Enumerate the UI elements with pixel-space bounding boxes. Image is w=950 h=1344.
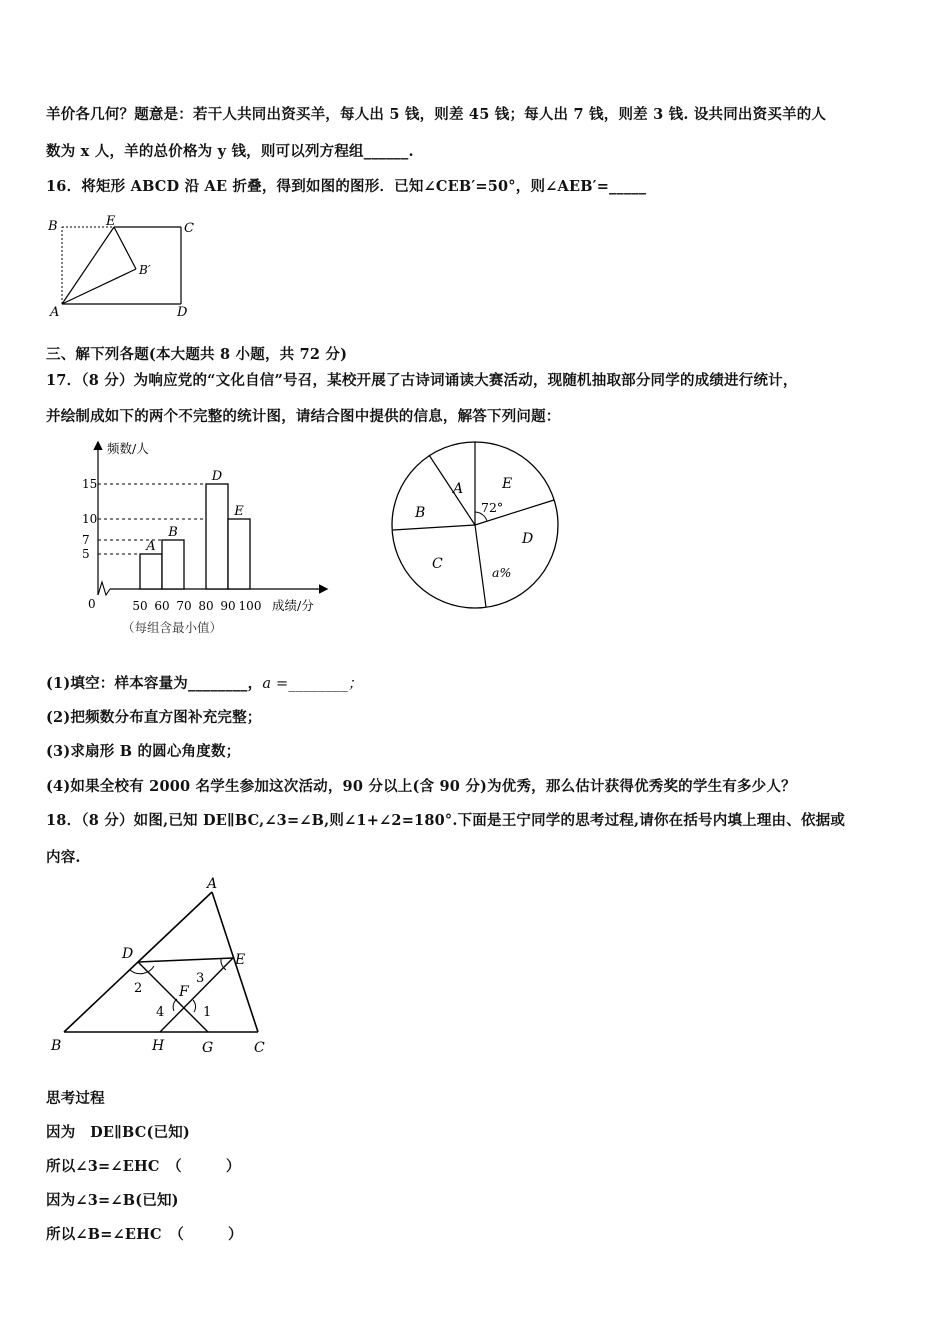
- q16-rectangle-figure: [44, 212, 214, 324]
- fig18-angle-2: 2: [134, 981, 143, 996]
- fig18-angle-4: 4: [156, 1005, 165, 1020]
- pie-angle-E: 72°: [481, 500, 504, 515]
- y-tick-10: 10: [82, 512, 98, 526]
- bar-B: [162, 540, 184, 589]
- section-3-title: 三、解下列各题(本大题共 8 小题，共 72 分): [46, 346, 348, 363]
- q17-line2: 并绘制成如下的两个不完整的统计图，请结合图中提供的信息，解答下列问题：: [46, 408, 561, 425]
- x-tick-100: 100: [238, 599, 262, 613]
- q18-line2: 内容.: [46, 849, 81, 866]
- pie-label-C: C: [432, 556, 443, 572]
- bar-label-B: B: [168, 525, 178, 540]
- pie-percent-D: a%: [492, 565, 512, 580]
- pie-label-A: A: [453, 481, 464, 497]
- bar-label-E: E: [234, 504, 244, 519]
- q15-line2: 数为 x 人，羊的总价格为 y 钱，则可以列方程组______.: [46, 143, 414, 160]
- q17-sub4: (4)如果全校有 2000 名学生参加这次活动，90 分以上(含 90 分)为优秀，那么估计获得优秀奖的学生有多少人？: [46, 778, 796, 795]
- label-B-prime: B′: [139, 263, 151, 277]
- q15-line1: 羊价各几何？题意是：若干人共同出资买羊，每人出 5 钱，则差 45 钱；每人出 7 钱，则差 3 钱. 设共同出资买羊的人: [46, 106, 827, 123]
- y-axis-label: 频数/人: [107, 441, 149, 456]
- x-tick-70: 70: [176, 599, 192, 613]
- q17-sub1: [46, 672, 363, 693]
- bar-E: [228, 519, 250, 589]
- x-axis-label: 成绩/分: [272, 598, 314, 613]
- q18-step1: 因为 DE∥BC(已知): [46, 1124, 190, 1141]
- q17-line1: 17．（8 分）为响应党的“文化自信”号召，某校开展了古诗词诵读大赛活动，现随机抽取部分同学的成绩进行统计，: [46, 372, 798, 389]
- fig18-label-E: E: [235, 952, 246, 968]
- q18-process-title: 思考过程: [46, 1090, 105, 1107]
- q18-triangle-figure: [46, 874, 276, 1060]
- pie-slice-boundary-D-C: [475, 525, 486, 607]
- y-tick-7: 7: [82, 533, 90, 547]
- histogram-note: （每组含最小值）: [122, 620, 223, 635]
- label-D: D: [177, 305, 188, 320]
- fig18-label-F: F: [179, 984, 189, 1000]
- fig18-label-H: H: [152, 1038, 165, 1054]
- fig18-label-D: D: [122, 946, 134, 962]
- x-tick-90: 90: [220, 599, 236, 613]
- bar-label-A: A: [146, 539, 156, 554]
- x-tick-60: 60: [154, 599, 170, 613]
- pie-slice-boundary-C-B: [393, 525, 475, 530]
- label-B: B: [48, 219, 58, 234]
- q18-step4: 所以∠B=∠EHC （ ）: [46, 1226, 243, 1243]
- fig18-label-B: B: [51, 1038, 62, 1054]
- fig18-label-G: G: [202, 1040, 214, 1056]
- fig18-angle-3: 3: [196, 971, 205, 986]
- q18-step3: 因为∠3=∠B(已知): [46, 1192, 179, 1209]
- q18-step2: 所以∠3=∠EHC （ ）: [46, 1158, 241, 1175]
- pie-label-E: E: [502, 476, 513, 492]
- fig18-angle-1: 1: [203, 1005, 212, 1020]
- label-A: A: [50, 305, 60, 320]
- origin-label: 0: [88, 597, 96, 611]
- bar-label-D: D: [211, 469, 223, 484]
- q17-sub2: (2)把频数分布直方图补充完整；: [46, 709, 262, 726]
- x-tick-50: 50: [132, 599, 148, 613]
- label-C: C: [184, 221, 194, 236]
- y-tick-5: 5: [82, 547, 90, 561]
- pie-label-B: B: [415, 505, 426, 521]
- bar-A: [140, 554, 162, 589]
- q17-sub3: (3)求扇形 B 的圆心角度数；: [46, 743, 241, 760]
- q17-sub1-a: a =________；: [262, 676, 363, 692]
- x-tick-80: 80: [198, 599, 214, 613]
- pie-label-D: D: [522, 531, 534, 547]
- label-E: E: [106, 214, 116, 229]
- pie-slice-boundary-A-B: [429, 455, 475, 525]
- pie-chart: [385, 435, 565, 615]
- bar-D: [206, 484, 228, 589]
- q17-sub1-text: (1)填空：样本容量为________，: [46, 675, 263, 692]
- q16-text: 16．将矩形 ABCD 沿 AE 折叠，得到如图的图形．已知∠CEB′=50°，则∠AEB′=_____: [46, 178, 647, 195]
- frequency-histogram: [80, 435, 340, 645]
- fig18-label-C: C: [254, 1040, 265, 1056]
- q18-line1: 18．（8 分）如图,已知 DE∥BC,∠3=∠B,则∠1+∠2=180°.下面是王宁同学的思考过程,请你在括号内填上理由、依据或: [46, 812, 846, 829]
- fig18-label-A: A: [207, 876, 218, 892]
- y-tick-15: 15: [82, 477, 98, 491]
